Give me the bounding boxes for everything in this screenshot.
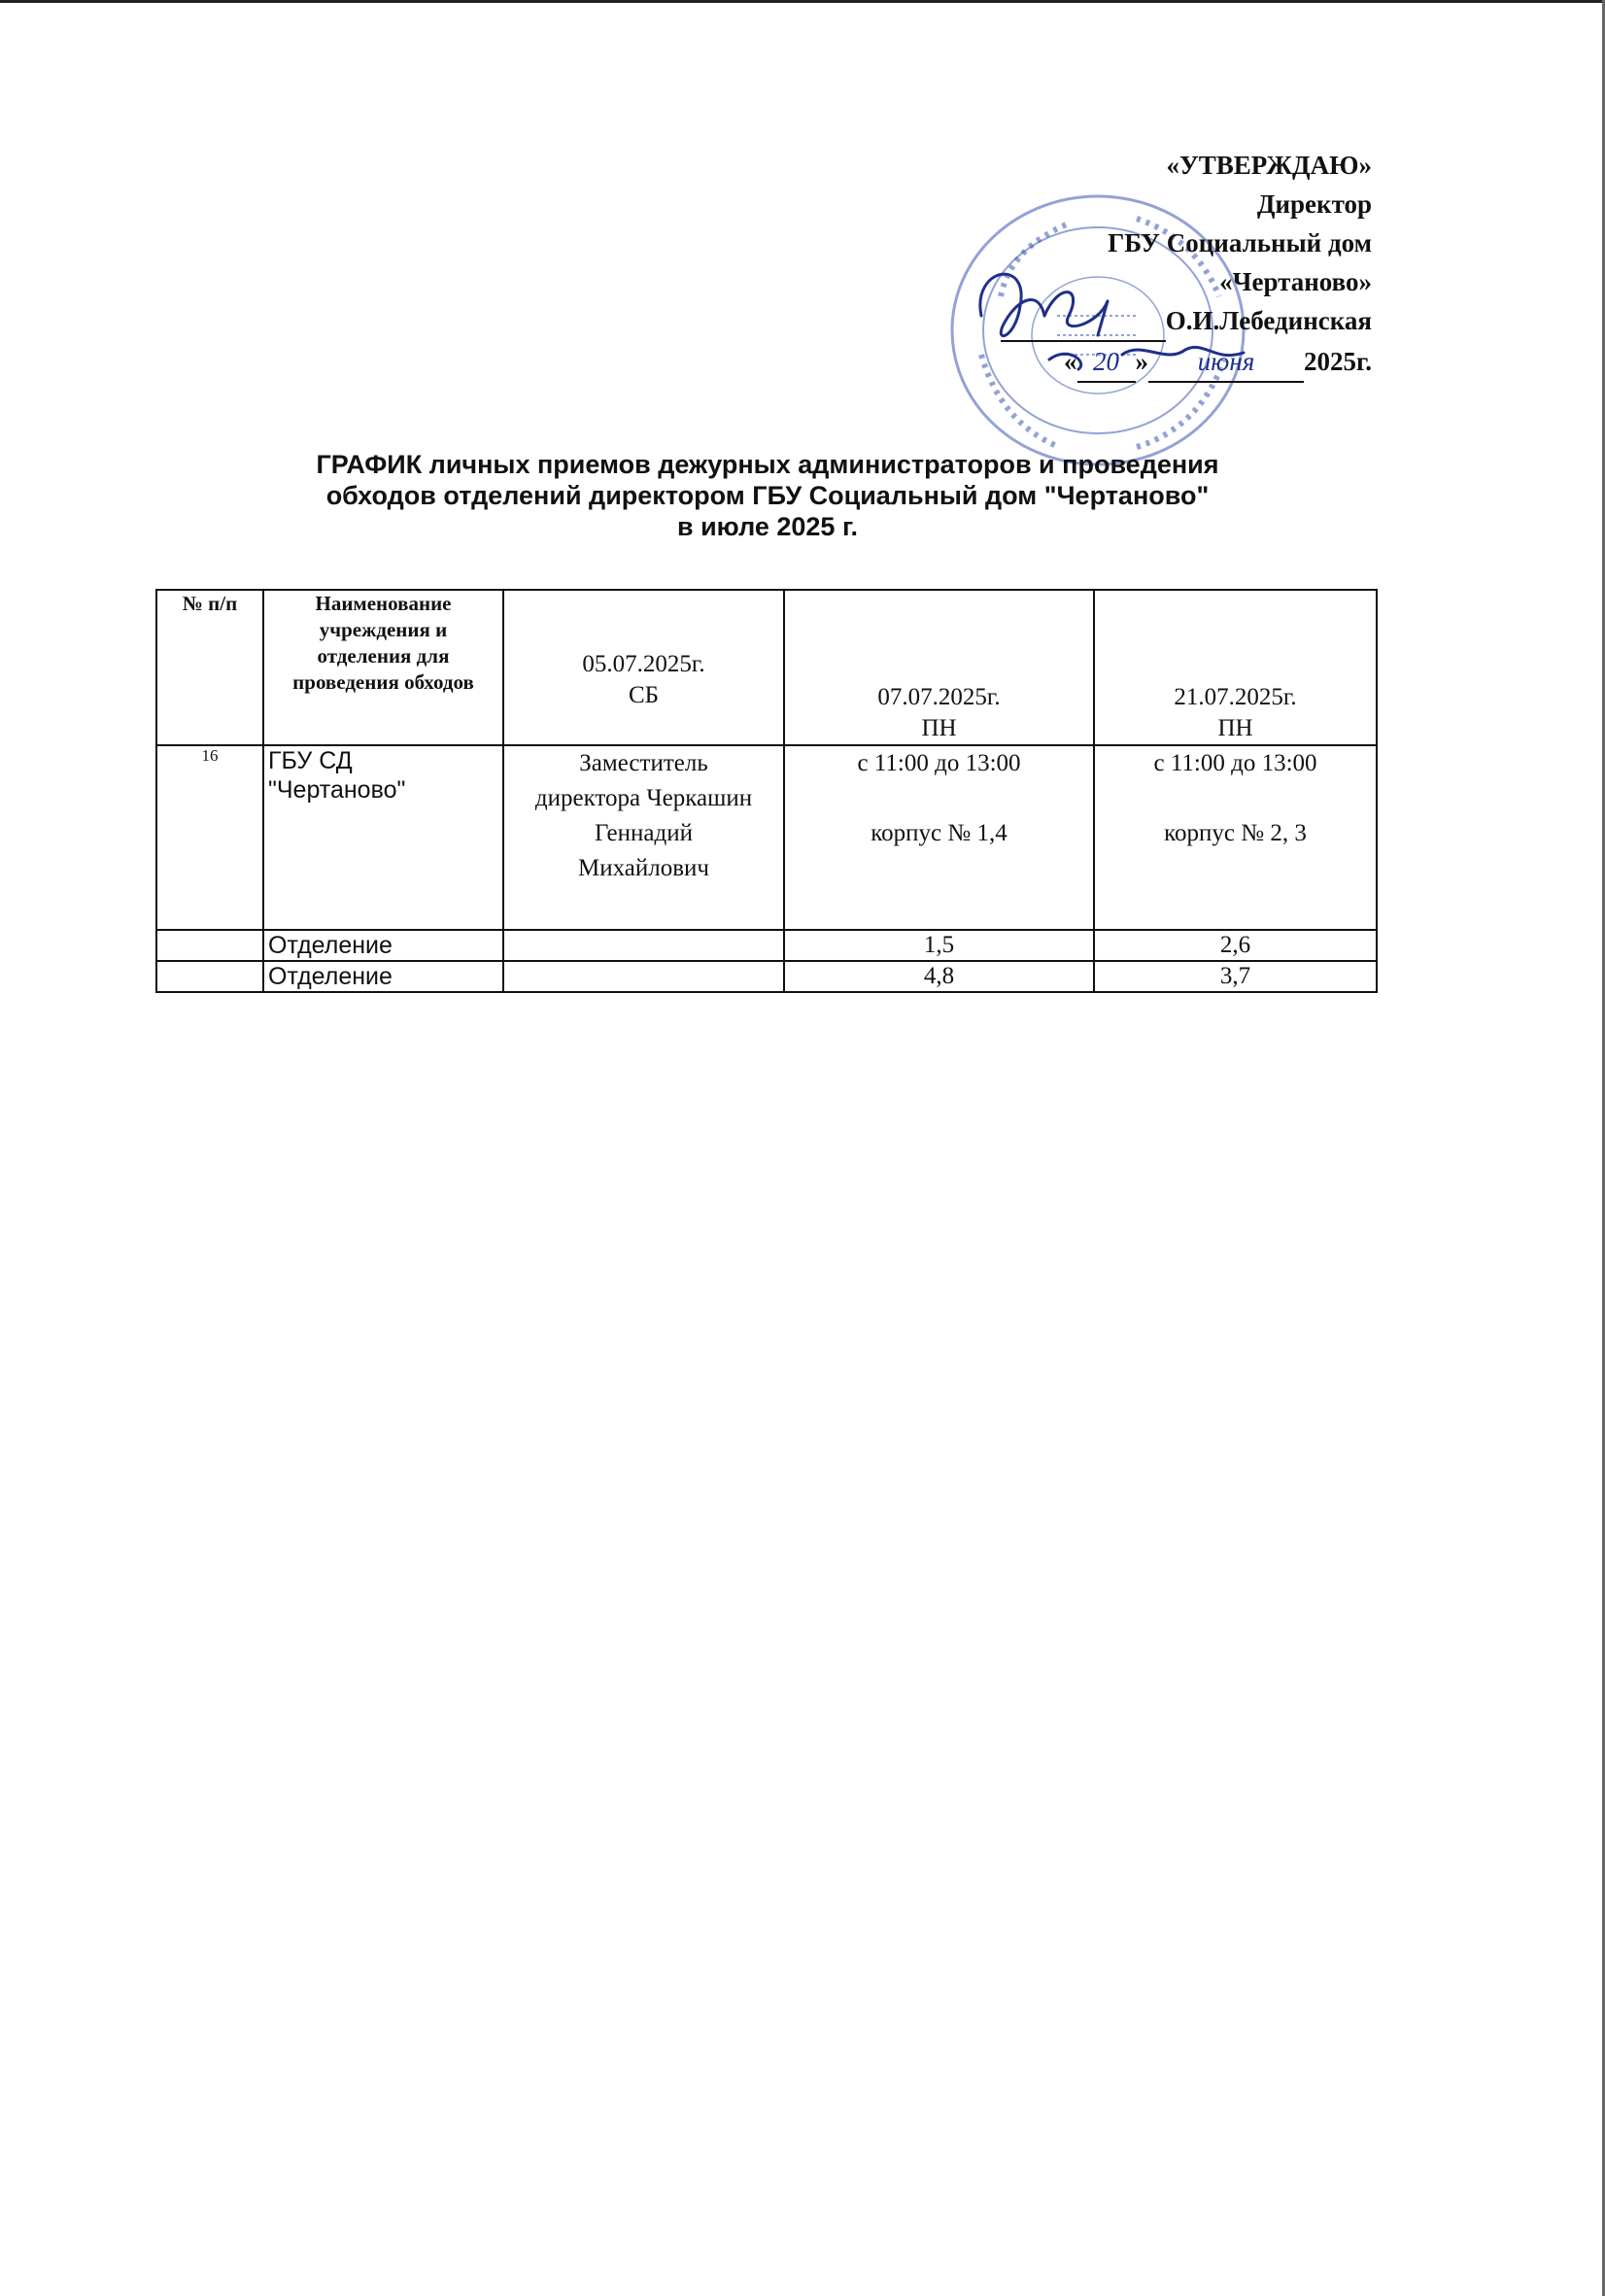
dept-row-1-d3: 2,6 [1094, 930, 1377, 961]
dept-row-2-num [156, 961, 263, 992]
date3-building: корпус № 2, 3 [1164, 820, 1307, 846]
institution-line2: "Чертаново" [268, 776, 406, 804]
approval-date-year: 2025г. [1304, 347, 1372, 376]
main-row-num: 16 [156, 745, 263, 930]
dept-row-2-d2: 4,8 [784, 961, 1094, 992]
person-line1: Заместитель [579, 750, 708, 776]
dept-row-1-d1 [503, 930, 784, 961]
table-header-row [156, 590, 1377, 745]
header-name-line3: отделения для [317, 644, 450, 668]
header-date-3-date: 21.07.2025г. [1174, 684, 1297, 710]
header-num: № п/п [156, 590, 263, 745]
approval-date-month: июня [1148, 342, 1304, 383]
person-line3: Геннадий [595, 820, 693, 846]
header-date-2-date: 07.07.2025г. [877, 684, 1001, 710]
approval-org-line1: ГБУ Социальный дом [1108, 228, 1372, 257]
approval-heading: «УТВЕРЖДАЮ» [1166, 151, 1372, 180]
header-date-2 [784, 590, 1094, 745]
person-line4: Михайлович [578, 855, 709, 881]
schedule-table [155, 589, 1378, 993]
date2-building: корпус № 1,4 [871, 820, 1007, 846]
approval-org-line2: «Чертаново» [1219, 267, 1372, 296]
main-row-date2 [784, 745, 1094, 930]
title-line-1: ГРАФИК личных приемов дежурных администраторов и проведения [316, 450, 1219, 479]
table-row [156, 930, 1377, 961]
title-line-2: обходов отделений директором ГБУ Социальный дом "Чертаново" [325, 481, 1210, 510]
signature-blank [1001, 301, 1166, 342]
title-line-3: в июле 2025 г. [676, 512, 858, 541]
approval-date-day: 20 [1077, 342, 1136, 383]
dept-row-2-label: Отделение [263, 961, 503, 992]
header-name-line1: Наименование [315, 592, 452, 615]
header-name-line2: учреждения и [319, 618, 448, 641]
header-date-1-day: СБ [628, 682, 660, 708]
header-date-3 [1094, 590, 1377, 745]
approval-block [1001, 146, 1372, 383]
main-row-institution [263, 745, 503, 930]
header-date-2-day: ПН [921, 715, 957, 741]
approval-signatory: О.И.Лебединская [1165, 306, 1372, 335]
main-row-person [503, 745, 784, 930]
header-date-1 [503, 590, 784, 745]
person-line2: директора Черкашин [534, 785, 753, 811]
header-name-line4: проведения обходов [292, 670, 474, 694]
scan-edge-top [0, 0, 1605, 3]
institution-line1: ГБУ СД [268, 747, 353, 774]
main-row-date3 [1094, 745, 1377, 930]
document-title [194, 449, 1341, 542]
approval-date-line [1001, 342, 1372, 383]
dept-row-1-label: Отделение [263, 930, 503, 961]
approval-position: Директор [1256, 189, 1372, 219]
approval-signatory-line [1001, 301, 1372, 342]
dept-row-2-d3: 3,7 [1094, 961, 1377, 992]
dept-row-2-d1 [503, 961, 784, 992]
header-date-1-date: 05.07.2025г. [582, 651, 705, 677]
table-row-main [156, 745, 1377, 930]
dept-row-1-num [156, 930, 263, 961]
table-row [156, 961, 1377, 992]
date3-time: с 11:00 до 13:00 [1153, 750, 1317, 776]
approval-date-close: » [1135, 347, 1149, 376]
dept-row-1-d2: 1,5 [784, 930, 1094, 961]
date2-time: с 11:00 до 13:00 [857, 750, 1021, 776]
header-date-3-day: ПН [1217, 715, 1253, 741]
header-name [263, 590, 503, 745]
approval-date-open: « [1064, 347, 1077, 376]
